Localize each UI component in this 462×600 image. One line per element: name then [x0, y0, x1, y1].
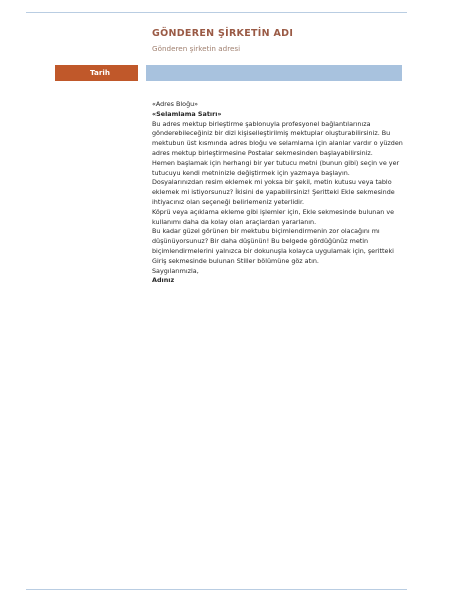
- letter-paragraph[interactable]: Bu adres mektup birleştirme şablonuyla profesyonel bağlantılarınıza gönderebileceğiniz bir dizi kişiselleştirilmiş mektuplar oluşturabilirsiniz. Bu mektubun üst kısmında adres bloğu ve selamlama için alanlar vardır o yüzden adres mektup birleştirmesine Postalar sekmesinden başlayabilirsiniz.: [152, 119, 403, 157]
- letter-body: [152, 100, 406, 286]
- letter-paragraph[interactable]: Köprü veya açıklama ekleme gibi işlemler için, Ekle sekmesinde bulunan ve kullanımı daha da kolay olan araçlardan yararlanın.: [152, 207, 395, 226]
- sender-company-address[interactable]: Gönderen şirketin adresi: [152, 44, 241, 53]
- letter-paragraph[interactable]: Dosyalarınızdan resim eklemek mi yoksa bir şekil, metin kutusu veya tablo eklemek mi istiyorsunuz? İkisini de yapabilirsiniz! Şeritteki Ekle sekmesinde ihtiyacınız olan seçeneği belirlemeniz yeterlidir.: [152, 178, 395, 206]
- date-field[interactable]: Tarih: [90, 68, 110, 77]
- sender-company-name[interactable]: GÖNDEREN ŞİRKETİN ADI: [152, 28, 294, 39]
- closing-line[interactable]: Saygılarımızla,: [152, 266, 199, 275]
- decorative-blue-bar: [146, 65, 402, 81]
- address-block-field[interactable]: «Adres Bloğu»: [152, 100, 199, 108]
- signer-name[interactable]: Adınız: [152, 276, 175, 285]
- salutation-field[interactable]: «Selamlama Satırı»: [152, 109, 222, 118]
- letter-paragraph[interactable]: Hemen başlamak için herhangi bir yer tutucu metni (bunun gibi) seçin ve yer tutucuyu kendi metninizle değiştirmek için yazmaya başlayın.: [152, 158, 400, 177]
- bottom-divider: [26, 589, 407, 590]
- letter-paragraph[interactable]: Bu kadar güzel görünen bir mektubu biçimlendirmenin zor olacağını mı düşünüyorsunuz? Bir daha düşünün! Bu belgede gördüğünüz metin biçimlendirmelerini yalnızca bir dokunuşla kolayca uygulamak için, şeritteki Giriş sekmesinde bulunan Stiller bölümüne göz atın.: [152, 227, 394, 265]
- top-divider: [26, 12, 407, 13]
